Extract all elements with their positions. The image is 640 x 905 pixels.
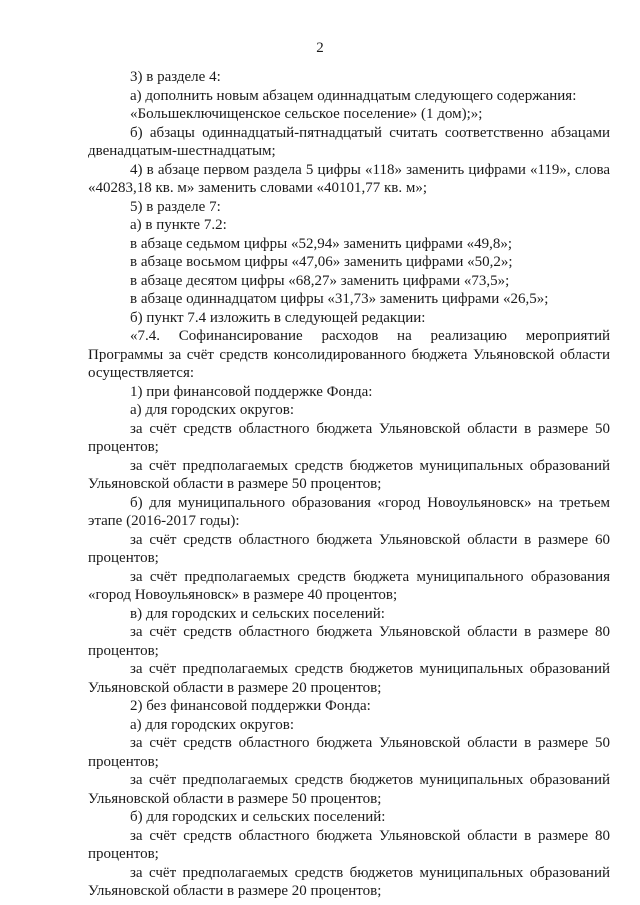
- paragraph: 5) в разделе 7:: [130, 198, 221, 215]
- paragraph: в абзаце одиннадцатом цифры «31,73» заменить цифрами «26,5»;: [130, 291, 549, 307]
- paragraph: 1) при финансовой поддержке Фонда:: [130, 383, 373, 400]
- paragraph: а) дополнить новым абзацем одиннадцатым следующего содержания:: [130, 87, 577, 104]
- paragraph: а) для городских округов:: [130, 716, 294, 733]
- paragraph: «Большеключищенское сельское поселение» (1 дом);»;: [130, 106, 483, 122]
- paragraph: за счёт средств областного бюджета Ульяновской области в размере 50 процентов;: [88, 735, 610, 770]
- paragraph: в абзаце восьмом цифры «47,06» заменить цифрами «50,2»;: [130, 254, 513, 270]
- document-body: [88, 68, 610, 901]
- paragraph: за счёт предполагаемых средств бюджетов муниципальных образований Ульяновской области в размере 50 процентов;: [88, 772, 610, 807]
- paragraph: за счёт средств областного бюджета Ульяновской области в размере 80 процентов;: [88, 827, 610, 862]
- paragraph: за счёт средств областного бюджета Ульяновской области в размере 60 процентов;: [88, 531, 610, 566]
- paragraph: «7.4. Софинансирование расходов на реализацию мероприятий Программы за счёт средств консолидированного бюджета Ульяновской области осуществляется:: [88, 328, 610, 381]
- paragraph: б) для муниципального образования «город Новоульяновск» на третьем этапе (2016-2017 годы):: [88, 494, 610, 529]
- paragraph: за счёт предполагаемых средств бюджета муниципального образования «город Новоульяновск» в размере 40 процентов;: [88, 568, 610, 603]
- paragraph: 2) без финансовой поддержки Фонда:: [130, 698, 371, 714]
- paragraph: б) для городских и сельских поселений:: [130, 809, 386, 825]
- paragraph: 4) в абзаце первом раздела 5 цифры «118» заменить цифрами «119», слова «40283,18 кв. м» заменить словами «40101,77 кв. м»;: [88, 161, 610, 196]
- paragraph: б) абзацы одиннадцатый-пятнадцатый считать соответственно абзацами двенадцатым-шестнадцатым;: [88, 124, 610, 159]
- paragraph: а) в пункте 7.2:: [130, 217, 227, 233]
- paragraph: а) для городских округов:: [130, 402, 294, 418]
- page-number: 2: [316, 40, 324, 56]
- paragraph: за счёт предполагаемых средств бюджетов муниципальных образований Ульяновской области в размере 20 процентов;: [88, 661, 610, 696]
- paragraph: за счёт предполагаемых средств бюджетов муниципальных образований Ульяновской области в размере 20 процентов;: [88, 864, 610, 899]
- paragraph: в абзаце седьмом цифры «52,94» заменить цифрами «49,8»;: [130, 235, 513, 252]
- paragraph: в абзаце десятом цифры «68,27» заменить цифрами «73,5»;: [130, 272, 510, 289]
- paragraph: за счёт предполагаемых средств бюджетов муниципальных образований Ульяновской области в размере 50 процентов;: [88, 457, 610, 492]
- paragraph: 3) в разделе 4:: [130, 69, 221, 85]
- paragraph: в) для городских и сельских поселений:: [130, 605, 385, 622]
- paragraph: за счёт средств областного бюджета Ульяновской области в размере 80 процентов;: [88, 624, 610, 659]
- paragraph: б) пункт 7.4 изложить в следующей редакции:: [130, 309, 426, 326]
- paragraph: за счёт средств областного бюджета Ульяновской области в размере 50 процентов;: [88, 420, 610, 455]
